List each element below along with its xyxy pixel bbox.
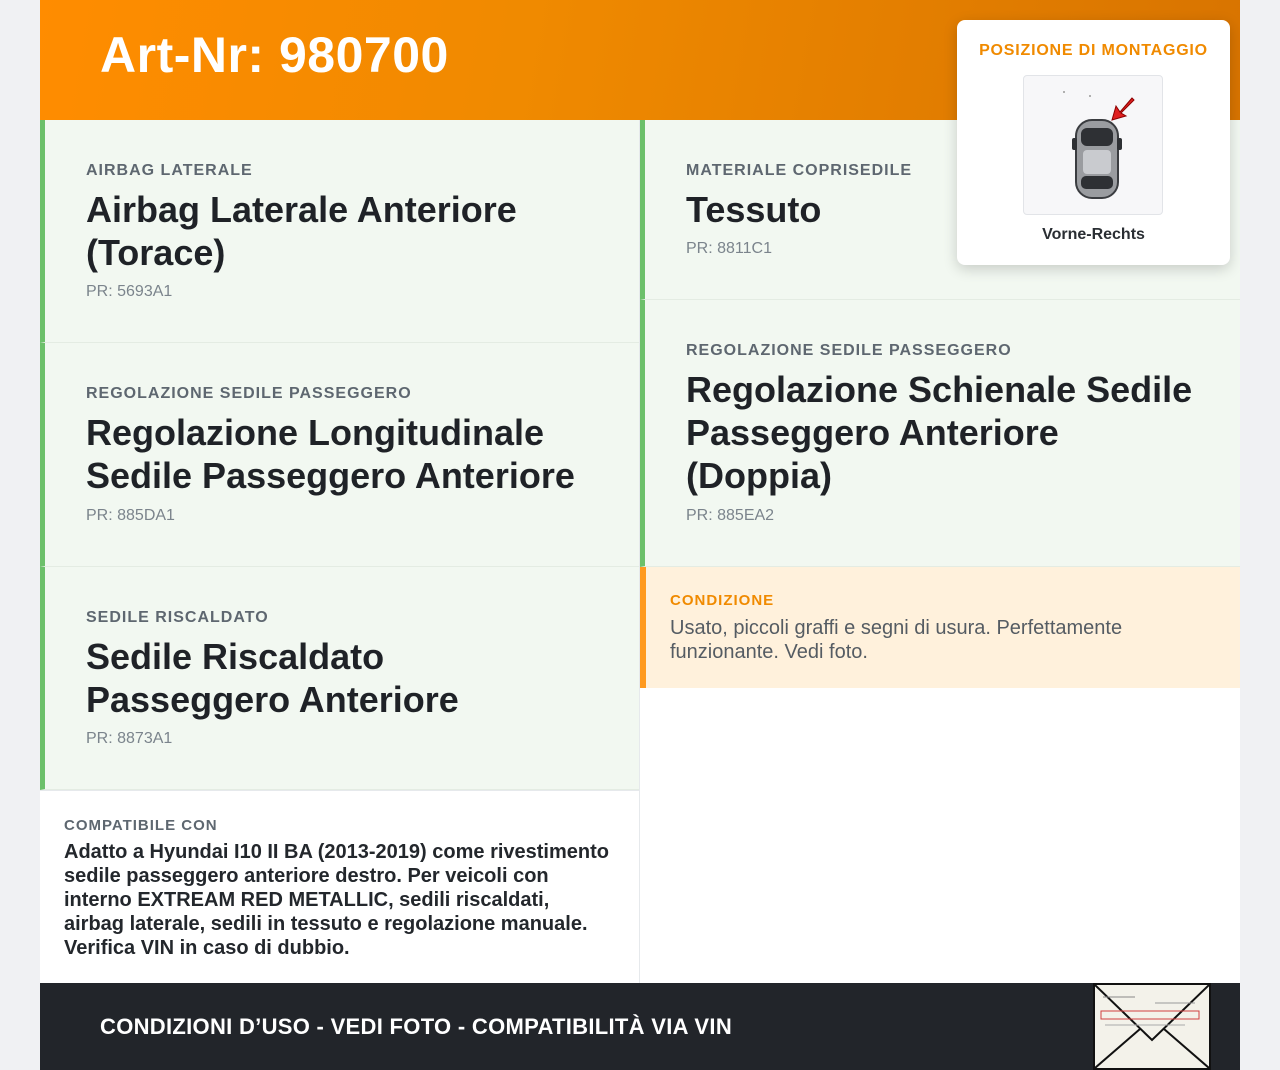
condition-text: Usato, piccoli graffi e segni di usura. Perfettamente funzionante. Vedi foto. xyxy=(670,617,1123,663)
product-sheet xyxy=(40,0,1240,1070)
car-top-view-icon xyxy=(1024,76,1162,214)
spec-label: REGOLAZIONE SEDILE PASSEGGERO xyxy=(686,342,1012,359)
spec-pr-code: PR: 885EA2 xyxy=(686,507,775,524)
condition-box xyxy=(640,567,1240,688)
spec-value: Regolazione Schienale Sedile Passeggero Anteriore (Doppia) xyxy=(686,369,1193,496)
spec-pr-code: PR: 885DA1 xyxy=(86,507,175,524)
footer-text: CONDIZIONI D’USO - VEDI FOTO - COMPATIBILITÀ VIA VIN xyxy=(100,1014,733,1039)
compatibility-text: Adatto a Hyundai I10 II BA (2013-2019) come rivestimento sedile passeggero anteriore destro. Per veicoli con interno EXTREAM RED METALLIC, sedili riscaldati, airbag laterale, sedili in tessuto e regolazione manuale. Verifica VIN in caso di dubbio. xyxy=(64,841,609,959)
spec-label: REGOLAZIONE SEDILE PASSEGGERO xyxy=(86,385,412,402)
article-number-title: Art-Nr: 980700 xyxy=(100,27,449,83)
spec-label: MATERIALE COPRISEDILE xyxy=(686,162,913,179)
compatibility-label: COMPATIBILE CON xyxy=(64,817,218,834)
spec-label: SEDILE RISCALDATO xyxy=(86,609,269,626)
spec-pr-code: PR: 5693A1 xyxy=(86,283,173,300)
mounting-position-image xyxy=(1023,75,1163,215)
envelope-icon xyxy=(1095,985,1209,1068)
condition-label: CONDIZIONE xyxy=(670,592,775,609)
spec-label: AIRBAG LATERALE xyxy=(86,162,253,179)
spec-cell-backrest xyxy=(640,300,1240,567)
mounting-position-caption: Vorne-Rechts xyxy=(1042,226,1145,243)
spec-value: Regolazione Longitudinale Sedile Passeggero Anteriore xyxy=(86,412,575,496)
spec-cell-airbag xyxy=(40,120,639,343)
spec-pr-code: PR: 8811C1 xyxy=(686,240,772,257)
mounting-position-title: POSIZIONE DI MONTAGGIO xyxy=(979,42,1208,59)
spec-pr-code: PR: 8873A1 xyxy=(86,730,173,747)
spec-cell-seat-length xyxy=(40,343,639,567)
spec-value: Tessuto xyxy=(686,189,822,230)
spec-cell-heated-seat xyxy=(40,567,639,790)
footer-bar xyxy=(40,983,1240,1070)
compatibility-section xyxy=(40,790,639,983)
spec-value: Sedile Riscaldato Passeggero Anteriore xyxy=(86,636,459,720)
spec-value: Airbag Laterale Anteriore (Torace) xyxy=(86,189,517,273)
document-thumbnail[interactable] xyxy=(1093,983,1211,1070)
column-divider xyxy=(639,120,640,983)
mounting-position-card xyxy=(957,20,1230,265)
